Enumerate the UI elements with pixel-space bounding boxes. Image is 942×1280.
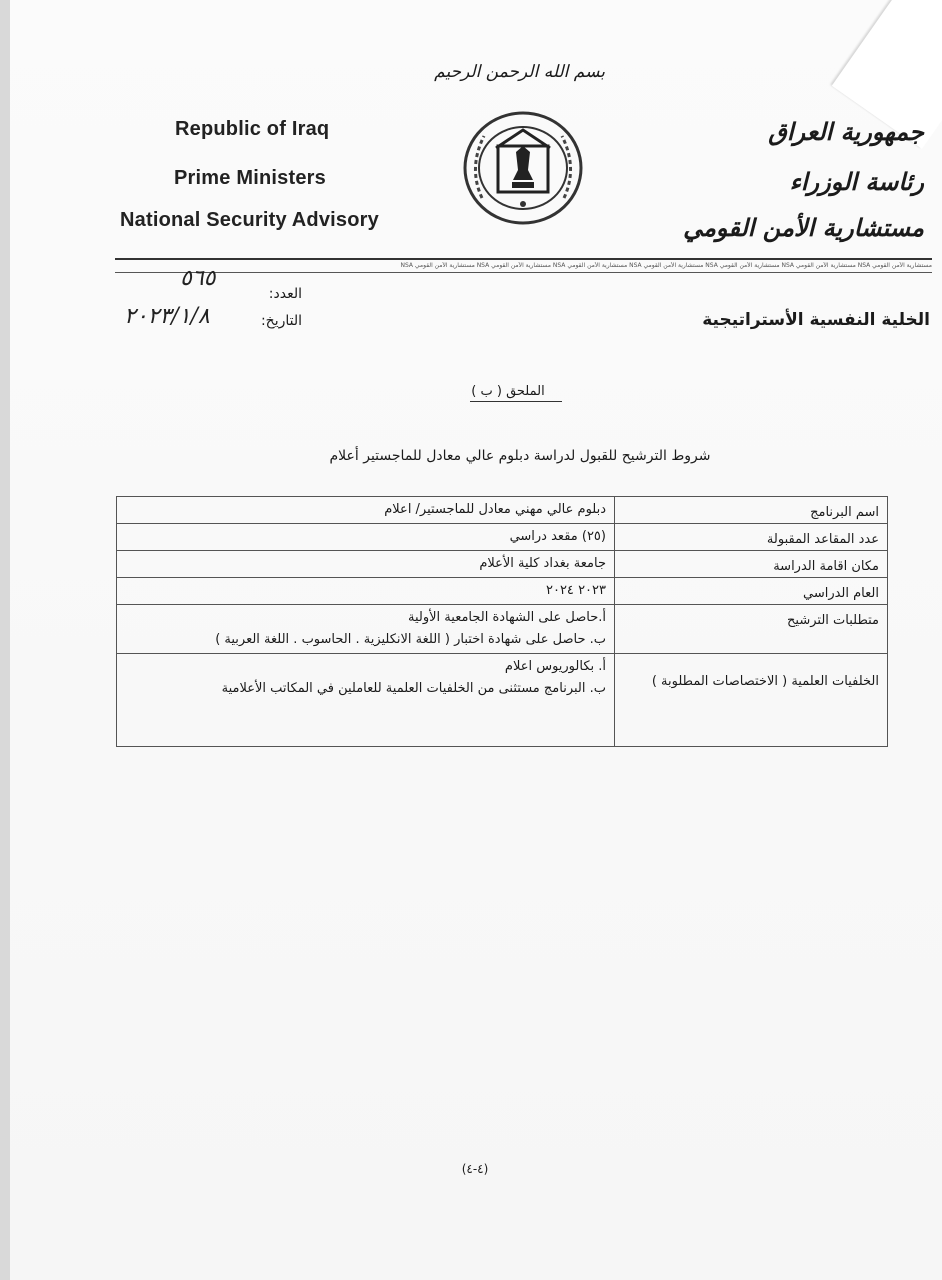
letterhead-rule-bottom bbox=[115, 272, 932, 273]
table-row bbox=[117, 578, 888, 605]
handwritten-number: ٥٦٥ bbox=[180, 266, 216, 291]
value-line: ٢٠٢٣ ٢٠٢٤ bbox=[545, 583, 606, 598]
value-line: أ. بكالوريوس اعلام bbox=[504, 659, 606, 674]
value-line: جامعة بغداد كلية الأعلام bbox=[479, 556, 606, 571]
document-title: شروط الترشيح للقبول لدراسة دبلوم عالي معادل للماجستير أعلام bbox=[329, 448, 711, 464]
requirements-table bbox=[116, 496, 888, 747]
table-row bbox=[117, 605, 888, 654]
letterhead-strip-text: مستشارية الأمن القومي NSA مستشارية الأمن القومي NSA مستشارية الأمن القومي NSA مستشارية الأمن القومي NSA مستشارية الأمن القومي NSA مستشارية الأمن القومي NSA مستشارية الأمن القومي NSA bbox=[400, 262, 932, 269]
table-row bbox=[117, 551, 888, 578]
annex-label: الملحق ( ب ) bbox=[471, 384, 545, 399]
unit-name: الخلية النفسية الأستراتيجية bbox=[702, 310, 930, 330]
scan-edge bbox=[0, 0, 10, 1280]
english-country: Republic of Iraq bbox=[175, 118, 330, 140]
table-row bbox=[117, 524, 888, 551]
row-value bbox=[117, 497, 615, 524]
row-value bbox=[117, 654, 615, 747]
row-label: اسم البرنامج bbox=[615, 497, 888, 524]
row-label: مكان اقامة الدراسة bbox=[615, 551, 888, 578]
row-value bbox=[117, 605, 615, 654]
value-line: أ.حاصل على الشهادة الجامعية الأولية bbox=[408, 610, 606, 625]
row-label: العام الدراسي bbox=[615, 578, 888, 605]
row-label: عدد المقاعد المقبولة bbox=[615, 524, 888, 551]
date-label: التاريخ: bbox=[260, 313, 302, 329]
annex-underline bbox=[470, 401, 562, 402]
basmala: بسم الله الرحمن الرحيم bbox=[434, 62, 605, 82]
english-ministry: Prime Ministers bbox=[174, 167, 326, 189]
handwritten-date: ٢٠٢٣/١/٨ bbox=[124, 304, 210, 329]
number-label: العدد: bbox=[268, 286, 302, 302]
row-label: متطلبات الترشيح bbox=[615, 605, 888, 654]
english-office: National Security Advisory bbox=[120, 209, 379, 231]
arabic-ministry: رئاسة الوزراء bbox=[789, 168, 924, 196]
value-line: ب. البرنامج مستثنى من الخلفيات العلمية للعاملين في المكاتب الأعلامية bbox=[221, 681, 606, 696]
row-value bbox=[117, 578, 615, 605]
arabic-office: مستشارية الأمن القومي bbox=[683, 214, 924, 242]
table-row bbox=[117, 497, 888, 524]
letterhead-rule bbox=[115, 258, 932, 260]
value-line: ب. حاصل على شهادة اختبار ( اللغة الانكليزية . الحاسوب . اللغة العربية ) bbox=[215, 632, 606, 647]
value-line: (٢٥) مقعد دراسي bbox=[509, 529, 606, 544]
row-label: الخلفيات العلمية ( الاختصاصات المطلوبة ) bbox=[615, 654, 888, 747]
arabic-country: جمهورية العراق bbox=[768, 118, 924, 146]
value-line: دبلوم عالي مهني معادل للماجستير/ اعلام bbox=[384, 502, 606, 517]
row-value bbox=[117, 524, 615, 551]
row-value bbox=[117, 551, 615, 578]
table-row bbox=[117, 654, 888, 747]
page-number: (٤-٤) bbox=[461, 1162, 489, 1176]
national-security-seal-emblem bbox=[458, 108, 588, 230]
